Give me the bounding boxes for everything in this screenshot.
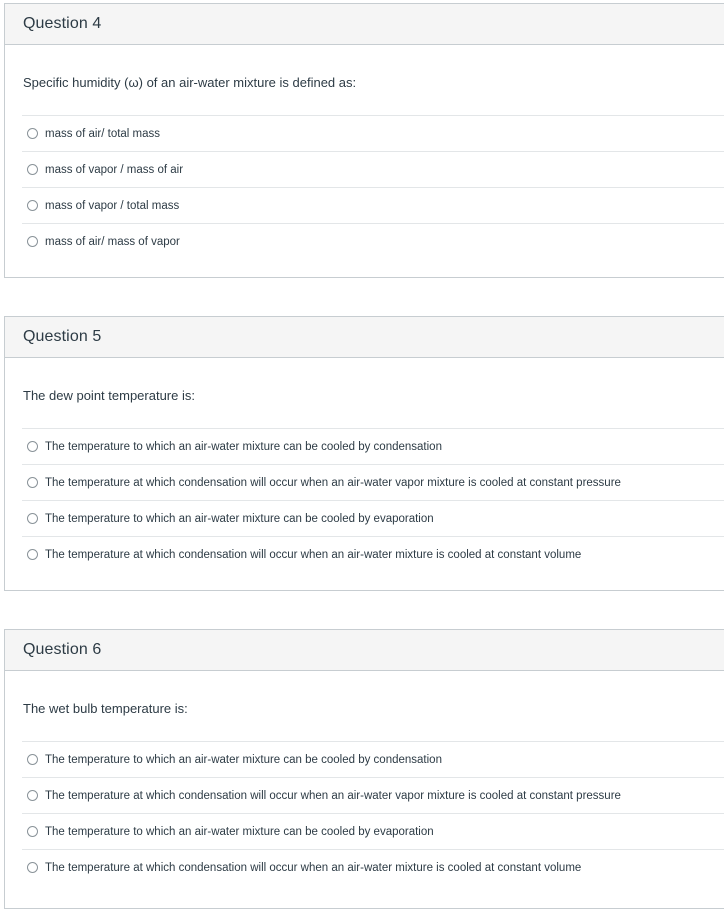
radio-button[interactable] xyxy=(27,862,38,873)
question-title: Question 5 xyxy=(23,328,102,345)
radio-button[interactable] xyxy=(27,236,38,247)
radio-button[interactable] xyxy=(27,826,38,837)
answer-option[interactable] xyxy=(22,151,724,187)
question-title: Question 6 xyxy=(23,641,102,658)
answer-label[interactable]: The temperature at which condensation will occur when an air-water mixture is cooled at constant volume xyxy=(45,548,582,561)
answer-option[interactable] xyxy=(22,115,724,151)
question-4 xyxy=(4,3,724,278)
question-6 xyxy=(4,629,724,909)
answer-option[interactable] xyxy=(22,536,724,572)
answer-option[interactable] xyxy=(22,777,724,813)
question-header xyxy=(5,4,724,45)
answer-label[interactable]: The temperature at which condensation will occur when an air-water vapor mixture is cooled at constant pressure xyxy=(45,789,621,802)
answer-label[interactable]: The temperature at which condensation will occur when an air-water mixture is cooled at constant volume xyxy=(45,861,582,874)
radio-button[interactable] xyxy=(27,441,38,452)
radio-button[interactable] xyxy=(27,549,38,560)
radio-button[interactable] xyxy=(27,513,38,524)
answer-label[interactable]: The temperature at which condensation will occur when an air-water vapor mixture is cooled at constant pressure xyxy=(45,476,621,489)
radio-button[interactable] xyxy=(27,164,38,175)
question-title: Question 4 xyxy=(23,15,102,32)
answer-label[interactable]: mass of air/ mass of vapor xyxy=(45,235,180,248)
answer-option[interactable] xyxy=(22,500,724,536)
answer-option[interactable] xyxy=(22,464,724,500)
answer-option[interactable] xyxy=(22,223,724,259)
answer-label[interactable]: The temperature to which an air-water mixture can be cooled by condensation xyxy=(45,753,442,766)
radio-button[interactable] xyxy=(27,200,38,211)
question-text: The dew point temperature is: xyxy=(23,388,195,403)
radio-button[interactable] xyxy=(27,754,38,765)
answer-label[interactable]: mass of vapor / mass of air xyxy=(45,163,184,176)
answer-option[interactable] xyxy=(22,187,724,223)
answer-list xyxy=(22,115,724,259)
answer-option[interactable] xyxy=(22,428,724,464)
answer-label[interactable]: mass of vapor / total mass xyxy=(45,199,180,212)
question-text: The wet bulb temperature is: xyxy=(23,701,188,716)
question-header xyxy=(5,317,724,358)
answer-label[interactable]: The temperature to which an air-water mixture can be cooled by evaporation xyxy=(45,825,434,838)
answer-label[interactable]: The temperature to which an air-water mixture can be cooled by evaporation xyxy=(45,512,434,525)
question-text: Specific humidity (ω) of an air-water mixture is defined as: xyxy=(23,75,357,90)
radio-button[interactable] xyxy=(27,477,38,488)
answer-label[interactable]: The temperature to which an air-water mixture can be cooled by condensation xyxy=(45,440,442,453)
answer-option[interactable] xyxy=(22,849,724,885)
radio-button[interactable] xyxy=(27,128,38,139)
question-5 xyxy=(4,316,724,591)
answer-list xyxy=(22,428,724,572)
answer-option[interactable] xyxy=(22,741,724,777)
answer-option[interactable] xyxy=(22,813,724,849)
question-header xyxy=(5,630,724,671)
answer-label[interactable]: mass of air/ total mass xyxy=(45,127,161,140)
answer-list xyxy=(22,741,724,885)
radio-button[interactable] xyxy=(27,790,38,801)
